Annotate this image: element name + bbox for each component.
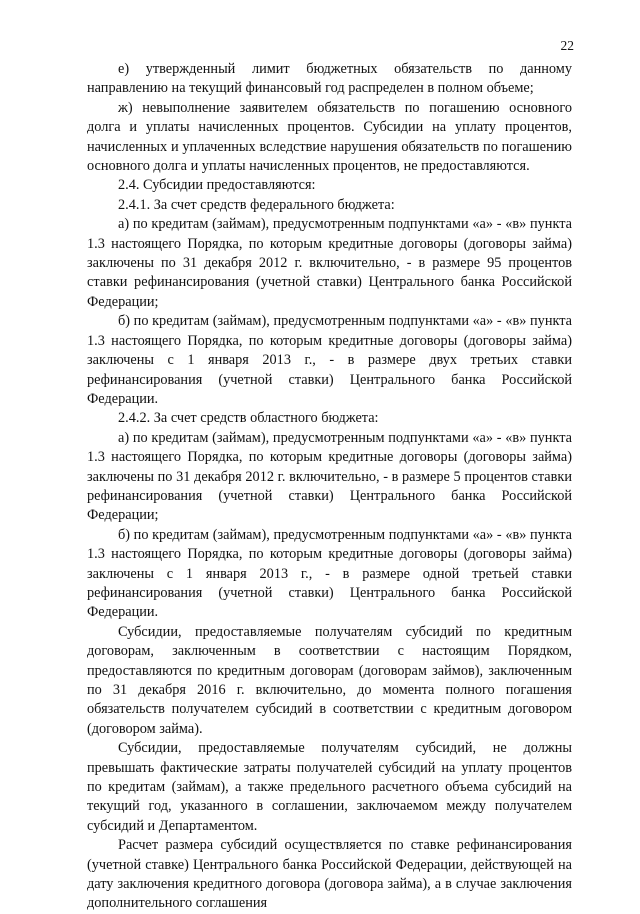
paragraph-zh-non-fulfillment: ж) невыполнение заявителем обязательств по погашению основного долга и уплаты начисленных процентов. Субсидии на уплату процентов, начисленных и уплаченных вследствие нарушения обязательств по погашению основного долга и уплаты начисленных процентов, не предоставляются.	[87, 99, 572, 175]
paragraph-subsidies-limit: Субсидии, предоставляемые получателям субсидий, не должны превышать фактические затраты получателей субсидий на уплату процентов по кредитам (займам), а также предельного расчетного объема субсидий на текущий год, указанного в соглашении, заключаемом между получателем субсидий и Департаментом.	[87, 740, 572, 834]
paragraph-2-4-1-heading: 2.4.1. За счет средств федерального бюджета:	[118, 196, 395, 213]
paragraph-e-budget-limit: е) утвержденный лимит бюджетных обязательств по данному направлению на текущий финансовый год распределен в полном объеме;	[87, 61, 572, 97]
paragraph-2-4-1-b: б) по кредитам (займам), предусмотренным подпунктами «а» - «в» пункта 1.3 настоящего Порядка, по которым кредитные договоры (договоры займа) заключены с 1 января 2013 г., - в размере двух третьих ставки рефинансирования (учетной ставки) Центрального банка Российской Федерации.	[87, 313, 572, 407]
paragraph-2-4-2-b: б) по кредитам (займам), предусмотренным подпунктами «а» - «в» пункта 1.3 настоящего Порядка, по которым кредитные договоры (договоры займа) заключены с 1 января 2013 г., - в размере одной третьей ставки рефинансирования (учетной ставки) Центрального банка Российской Федерации.	[87, 526, 572, 621]
paragraph-2-4-heading: 2.4. Субсидии предоставляются:	[118, 177, 316, 194]
paragraph-2-4-2-heading: 2.4.2. За счет средств областного бюджета:	[118, 410, 379, 427]
document-body	[87, 60, 572, 914]
paragraph-2-4-2-a: а) по кредитам (займам), предусмотренным подпунктами «а» - «в» пункта 1.3 настоящего Порядка, по которым кредитные договоры (договоры займа) заключены по 31 декабря 2012 г. включительно, - в размере 5 процентов ставки рефинансирования (учетной ставки) Центрального банка Российской Федерации;	[87, 429, 572, 524]
page-number: 22	[560, 38, 574, 53]
paragraph-subsidy-calculation: Расчет размера субсидий осуществляется по ставке рефинансирования (учетной ставке) Центрального банка Российской Федерации, действующей на дату заключения кредитного договора (договора займа), а в случае заключения дополнительного соглашения	[87, 837, 572, 912]
paragraph-subsidies-credit-agreements: Субсидии, предоставляемые получателям субсидий по кредитным договорам, заключенным в соответствии с настоящим Порядком, предоставляются по кредитным договорам (договорам займов), заключенным по 31 декабря 2016 г. включительно, до момента полного погашения обязательств получателем субсидий в соответствии с кредитным договором (договором займа).	[87, 623, 572, 737]
paragraph-2-4-1-a: а) по кредитам (займам), предусмотренным подпунктами «а» - «в» пункта 1.3 настоящего Порядка, по которым кредитные договоры (договоры займа) заключены по 31 декабря 2012 г. включительно, - в размере 95 процентов ставки рефинансирования (учетной ставки) Центрального банка Российской Федерации;	[87, 216, 572, 310]
